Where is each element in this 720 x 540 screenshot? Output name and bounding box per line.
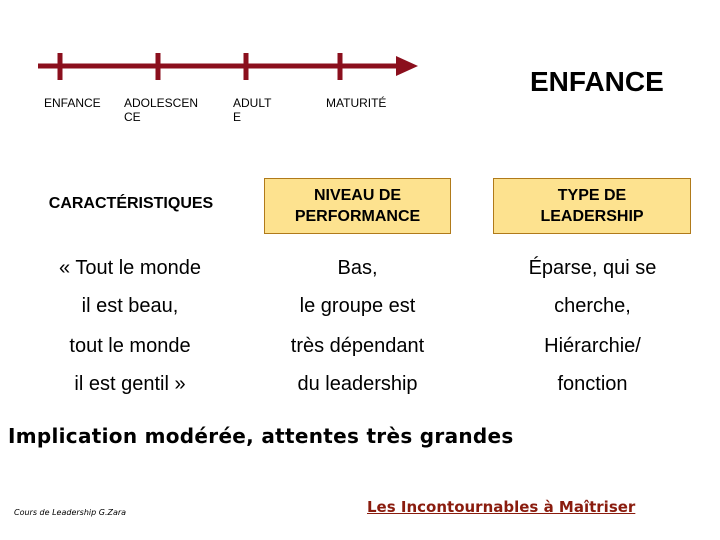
characteristics-line-3: tout le monde [69,335,191,357]
leadership-line-2: cherche, [554,295,631,317]
leadership-line-3: Hiérarchie/ [544,335,641,357]
performance-line-4: du leadership [297,373,418,395]
characteristics-line-4: il est gentil » [74,373,186,395]
header-characteristics: CARACTÉRISTIQUES [48,195,214,212]
stage-label-adolescence: ADOLESCEN CE [124,96,199,124]
performance-line-2: le groupe est [299,295,416,317]
stage-label-adulte: ADULT E [233,96,272,124]
stage-label-enfance: ENFANCE [44,96,101,110]
leadership-line-4: fonction [557,373,628,395]
leadership-line-1: Éparse, qui se [528,257,657,279]
slide-title: ENFANCE [530,66,664,97]
performance-line-1: Bas, [337,257,378,279]
header-leadership: TYPE DE LEADERSHIP [540,187,644,225]
header-performance: NIVEAU DE PERFORMANCE [294,187,421,225]
characteristics-line-2: il est beau, [81,295,179,317]
header-performance-box [264,178,451,234]
performance-line-3: très dépendant [290,335,425,357]
timeline-arrow [30,48,420,86]
header-leadership-box [493,178,691,234]
implication-statement: Implication modérée, attentes très grandes [8,424,514,448]
characteristics-line-1: « Tout le monde [59,257,201,279]
footer-link-incontournables[interactable]: Les Incontournables à Maîtriser [367,498,636,516]
course-credit: Cours de Leadership G.Zara [14,508,127,517]
stage-label-maturite: MATURITÉ [326,96,387,110]
